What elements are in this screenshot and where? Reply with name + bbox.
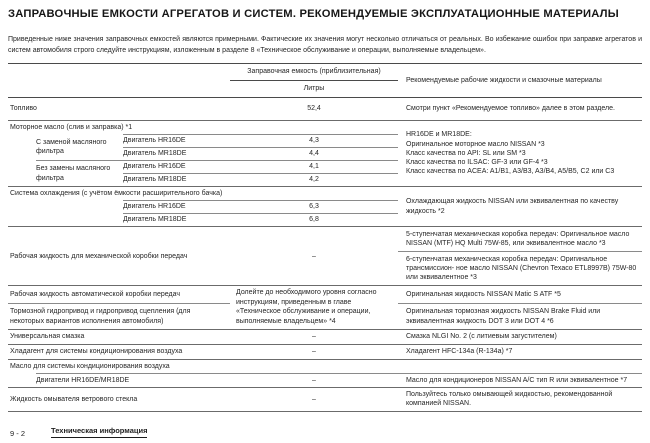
grease-label: Универсальная смазка — [10, 333, 85, 341]
engine-oil-engine-hr16de: Двигатель HR16DE — [123, 160, 230, 173]
engine-oil-note — [398, 121, 642, 186]
cooling-value: 6,8 — [230, 213, 398, 226]
cooling-section-label: Система охлаждения (с учётом ёмкости расширительного бачка) — [10, 189, 223, 197]
engine-oil-without-filter-label: Без замены масляного фильтра — [36, 160, 123, 186]
row-refrigerant — [8, 345, 642, 360]
atf-note: Оригинальная жидкость NISSAN Matic S ATF *5 — [406, 291, 561, 299]
ac-oil-engines-label: Двигатели HR16DE/MR18DE — [36, 373, 230, 387]
brake-note: Оригинальная тормозная жидкость NISSAN Brake Fluid или эквивалентная жидкость DOT 3 или DOT 4 *6 — [398, 303, 642, 328]
header-materials-label: Рекомендуемые рабочие жидкости и смазочные материалы — [406, 76, 602, 84]
atf-label: Рабочая жидкость автоматической коробки передач — [10, 291, 180, 299]
cooling-engine-mr18de: Двигатель MR18DE — [123, 213, 230, 226]
fuel-label: Топливо — [10, 105, 37, 113]
fuel-note: Смотри пункт «Рекомендуемое топливо» далее в этом разделе. — [406, 105, 615, 113]
mtf-value: – — [312, 252, 316, 260]
engine-oil-note-line: Класс качества по API: SL или SM *3 — [406, 149, 526, 157]
engine-oil-note-line: Класс качества по ILSAC: GF-3 или GF-4 *3 — [406, 159, 548, 167]
refrigerant-value: – — [312, 348, 316, 356]
table-header-row — [8, 63, 642, 98]
engine-oil-value: 4,1 — [230, 160, 398, 173]
engine-oil-note-line: Класс качества по ACEA: A1/B1, A3/B3, A3/B4, A5/B5, C2 или C3 — [406, 168, 615, 176]
engine-oil-engine-hr16de: Двигатель HR16DE — [123, 134, 230, 147]
header-capacity-cell — [230, 64, 398, 97]
refrigerant-label: Хладагент для системы кондиционирования воздуха — [10, 348, 183, 356]
row-washer — [8, 388, 642, 412]
footer-page-number: 9 - 2 — [10, 429, 26, 438]
engine-oil-note-line: HR16DE и MR18DE: — [406, 131, 472, 139]
row-grease — [8, 330, 642, 345]
rows-atf-brake — [8, 286, 642, 329]
cooling-engine-hr16de: Двигатель HR16DE — [123, 200, 230, 213]
engine-oil-value: 4,3 — [230, 134, 398, 147]
ac-oil-section-label: Масло для системы кондиционирования воздуха — [10, 362, 170, 370]
row-fuel — [8, 98, 642, 121]
page-title: ЗАПРАВОЧНЫЕ ЕМКОСТИ АГРЕГАТОВ И СИСТЕМ. РЕКОМЕНДУЕМЫЕ ЭКСПЛУАТАЦИОННЫЕ МАТЕРИАЛЫ — [8, 8, 619, 20]
header-capacity-label: Заправочная емкость (приблизительная) — [230, 64, 398, 81]
grease-note: Смазка NLGI No. 2 (с литиевым загустителем) — [406, 333, 557, 341]
header-unit-label: Литры — [303, 85, 325, 93]
section-cooling — [8, 187, 642, 227]
row-mtf — [8, 227, 642, 286]
engine-oil-engine-mr18de: Двигатель MR18DE — [123, 173, 230, 186]
cooling-note: Охлаждающая жидкость NISSAN или эквивалентная по качеству жидкость *2 — [406, 198, 619, 215]
engine-oil-with-filter-label: С заменой масляного фильтра — [36, 138, 107, 155]
mtf-note-5speed: 5-ступенчатая механическая коробка передач: Оригинальное масло NISSAN (MTF) HQ Multi 75W-85, или эквивалентное масло *3 — [406, 231, 630, 248]
refrigerant-note: Хладагент HFC-134a (R-134a) *7 — [406, 348, 513, 356]
engine-oil-value: 4,4 — [230, 147, 398, 160]
mtf-note-6speed: 6-ступенчатая механическая коробка передач: Оригинальное трансмиссион- ное масло NISSAN (Chevron Texaco ETL8997B) 75W-80 или эквивалентное *3 — [398, 251, 642, 285]
atf-brake-middle-note: Долейте до необходимого уровня согласно инструкциям, приведенным в главе «Техническое обслуживание и операции, выполняемые владельцем» *4 — [236, 289, 377, 325]
engine-oil-note-line: Оригинальное моторное масло NISSAN *3 — [406, 140, 545, 148]
washer-note: Пользуйтесь только омывающей жидкостью, рекомендованной компанией NISSAN. — [406, 390, 613, 407]
washer-label: Жидкость омывателя ветрового стекла — [10, 395, 138, 403]
header-empty-cell — [8, 64, 230, 97]
washer-value: – — [312, 395, 316, 403]
ac-oil-note: Масло для кондиционеров NISSAN A/C тип R или эквивалентное *7 — [398, 373, 642, 387]
mtf-label: Рабочая жидкость для механической коробки передач — [10, 252, 188, 260]
intro-paragraph: Приведенные ниже значения заправочных емкостей являются примерными. Фактические их значения могут несколько отличаться от реальных. Во избежание ошибок при заправке агрегатов и систем автомобиля строго следуйте инструкциям, изложенным в разделе 8 «Техническое обслуживание и операции, выполняемые владельцем». — [8, 36, 642, 54]
capacities-table — [8, 63, 642, 412]
grease-value: – — [312, 333, 316, 341]
page-footer — [10, 426, 147, 438]
ac-oil-value: – — [230, 373, 398, 387]
section-engine-oil — [8, 121, 642, 187]
footer-section-title: Техническая информация — [51, 426, 147, 438]
brake-label: Тормозной гидропривод и гидропривод сцепления (для некоторых вариантов исполнения автомобиля) — [8, 303, 230, 328]
section-ac-oil — [8, 360, 642, 388]
engine-oil-engine-mr18de: Двигатель MR18DE — [123, 147, 230, 160]
fuel-value: 52,4 — [307, 105, 321, 113]
mtf-notes — [398, 227, 642, 285]
cooling-value: 6,3 — [230, 200, 398, 213]
engine-oil-value: 4,2 — [230, 173, 398, 186]
engine-oil-section-label: Моторное масло (слив и заправка) *1 — [10, 123, 133, 131]
